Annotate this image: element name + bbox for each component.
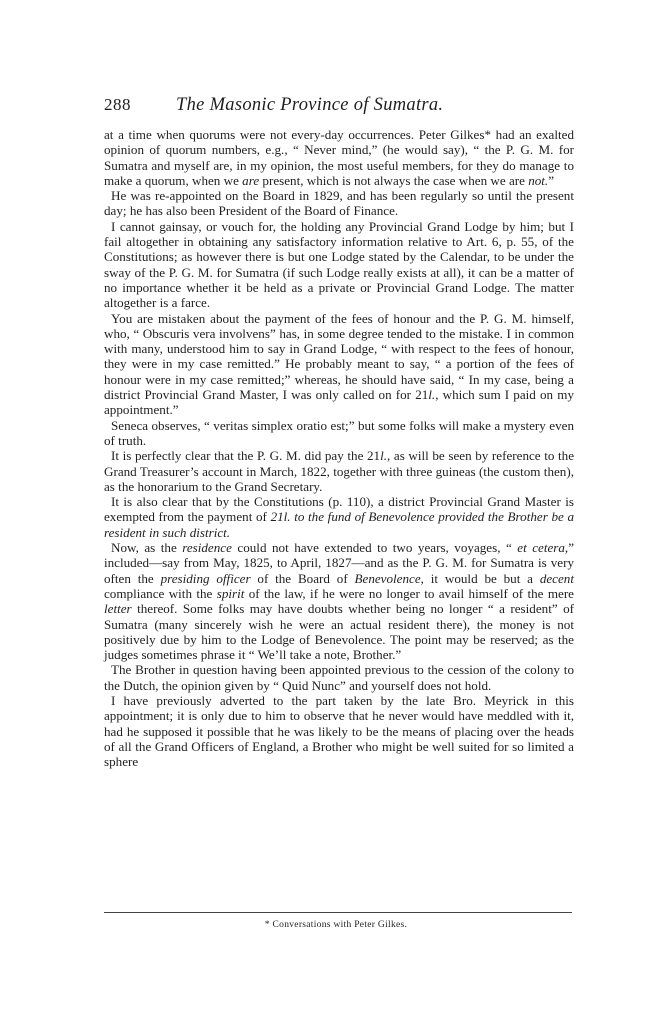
italic-text: et cetera, bbox=[517, 540, 569, 556]
text-run: The Brother in question having been appointed previous to the cession of the colony to the Dutch, the opinion given by “ Quid Nunc” and yourself does not hold. bbox=[104, 662, 574, 693]
italic-text: 21l. to the fund of Benevolence provided the Brother be a resident in such district. bbox=[104, 509, 574, 540]
paragraph bbox=[104, 693, 574, 769]
text-run: I have previously adverted to the part taken by the late Bro. Meyrick in this appointment; it is only due to him to observe that he never would have meddled with it, had he supposed it possible that he was likely to be the means of placing over the heads of all the Grand Officers of England, a Brother who might be well suited for so limited a sphere bbox=[104, 692, 574, 770]
footnote: * Conversations with Peter Gilkes. bbox=[264, 920, 408, 930]
body-text bbox=[104, 127, 574, 769]
text-run: Now, as the bbox=[111, 540, 183, 556]
paragraph bbox=[104, 418, 574, 449]
text-run: Seneca observes, “ veritas simplex oratio est;” but some folks will make a mystery even of truth. bbox=[104, 417, 574, 448]
italic-text: letter bbox=[104, 601, 132, 617]
text-run: thereof. Some folks may have doubts whether being no longer “ a resident” of Sumatra (many sincerely wish he were an actual resident there), the money is not positively due by him to the Lodge of Benevolence. The point may be reserved; as the judges sometimes phrase it “ We’ll take a note, Brother.” bbox=[104, 601, 574, 663]
text-run: It is perfectly clear that the P. G. M. did pay the 21 bbox=[111, 448, 381, 464]
paragraph bbox=[104, 662, 574, 693]
text-run: could not have extended to two years, voyages, “ bbox=[231, 540, 518, 556]
italic-text: not. bbox=[528, 172, 549, 188]
text-run: compliance with the bbox=[104, 585, 217, 601]
text-run: of the Board of bbox=[250, 570, 355, 586]
italic-text: are bbox=[242, 172, 260, 188]
page-header bbox=[104, 95, 574, 123]
italic-text: residence bbox=[182, 540, 232, 556]
italic-text: Benevolence bbox=[354, 570, 421, 586]
page-number: 288 bbox=[104, 95, 131, 114]
italic-text: presiding officer bbox=[160, 570, 251, 586]
text-run: I cannot gainsay, or vouch for, the holding any Provincial Grand Lodge by him; but I fail altogether in obtaining any satisfactory information relative to Art. 6, p. 55, of the Constitutions; as however there is but one Lodge stated by the Calendar, to be under the sway of the P. G. M. for Sumatra (if such Lodge really exists at all), it can be a matter of no importance whether it be held as a private or Provincial Grand Lodge. The matter altogether is a farce. bbox=[104, 218, 574, 311]
paragraph bbox=[104, 311, 574, 418]
text-run: present, which is not always the case when we are bbox=[259, 172, 529, 188]
italic-text: decent bbox=[539, 570, 574, 586]
text-run: of the law, if he were no longer to avail himself of the mere bbox=[244, 585, 574, 601]
paragraph bbox=[104, 127, 574, 188]
text-run: ” included—say from May, 1825, to April, 1827—and as the P. G. M. for Sumatra is very often the bbox=[104, 540, 574, 586]
paragraph bbox=[104, 448, 574, 494]
paragraph bbox=[104, 540, 574, 662]
text-run: , which sum I paid on my appointment.” bbox=[104, 387, 574, 418]
paragraph bbox=[104, 219, 574, 311]
text-run: , it would be but a bbox=[420, 570, 540, 586]
text-run: at a time when quorums were not every-day occurrences. Peter Gilkes* had an exalted opinion of quorum numbers, e.g., “ Never mind,” (he would say), “ the P. G. M. for Sumatra and myself are, in my opinion, the most useful members, for they do manage to make a quorum, when we bbox=[104, 127, 574, 188]
italic-text: l. bbox=[380, 448, 388, 464]
text-run: He was re-appointed on the Board in 1829, and has been regularly so until the present day; he has also been President of the Board of Finance. bbox=[104, 188, 574, 219]
text-run: , as will be seen by reference to the Grand Treasurer’s account in March, 1822, together with three guineas (the custom then), as the honorarium to the Grand Secretary. bbox=[104, 448, 575, 494]
paragraph bbox=[104, 494, 574, 540]
running-title: The Masonic Province of Sumatra. bbox=[176, 95, 444, 115]
text-run: You are mistaken about the payment of the fees of honour and the P. G. M. himself, who, “ Obscuris vera involvens” has, in some degree tended to the mistake. I in common with many, understood him to say in Grand Lodge, “ with respect to the fees of honour, they were in my case remitted.” He probably meant to say, “ a portion of the fees of honour were in my case remitted;” whereas, he should have said, “ In my case, being a district Provincial Grand Master, I was only called on for 21 bbox=[104, 310, 574, 403]
footnote-rule bbox=[104, 912, 572, 913]
italic-text: spirit bbox=[216, 585, 245, 601]
paragraph bbox=[104, 188, 574, 219]
text-run: It is also clear that by the Constitutions (p. 110), a district Provincial Grand Master is exempted from the payment of bbox=[104, 494, 574, 525]
text-run: ” bbox=[548, 172, 555, 188]
italic-text: l. bbox=[428, 387, 436, 403]
